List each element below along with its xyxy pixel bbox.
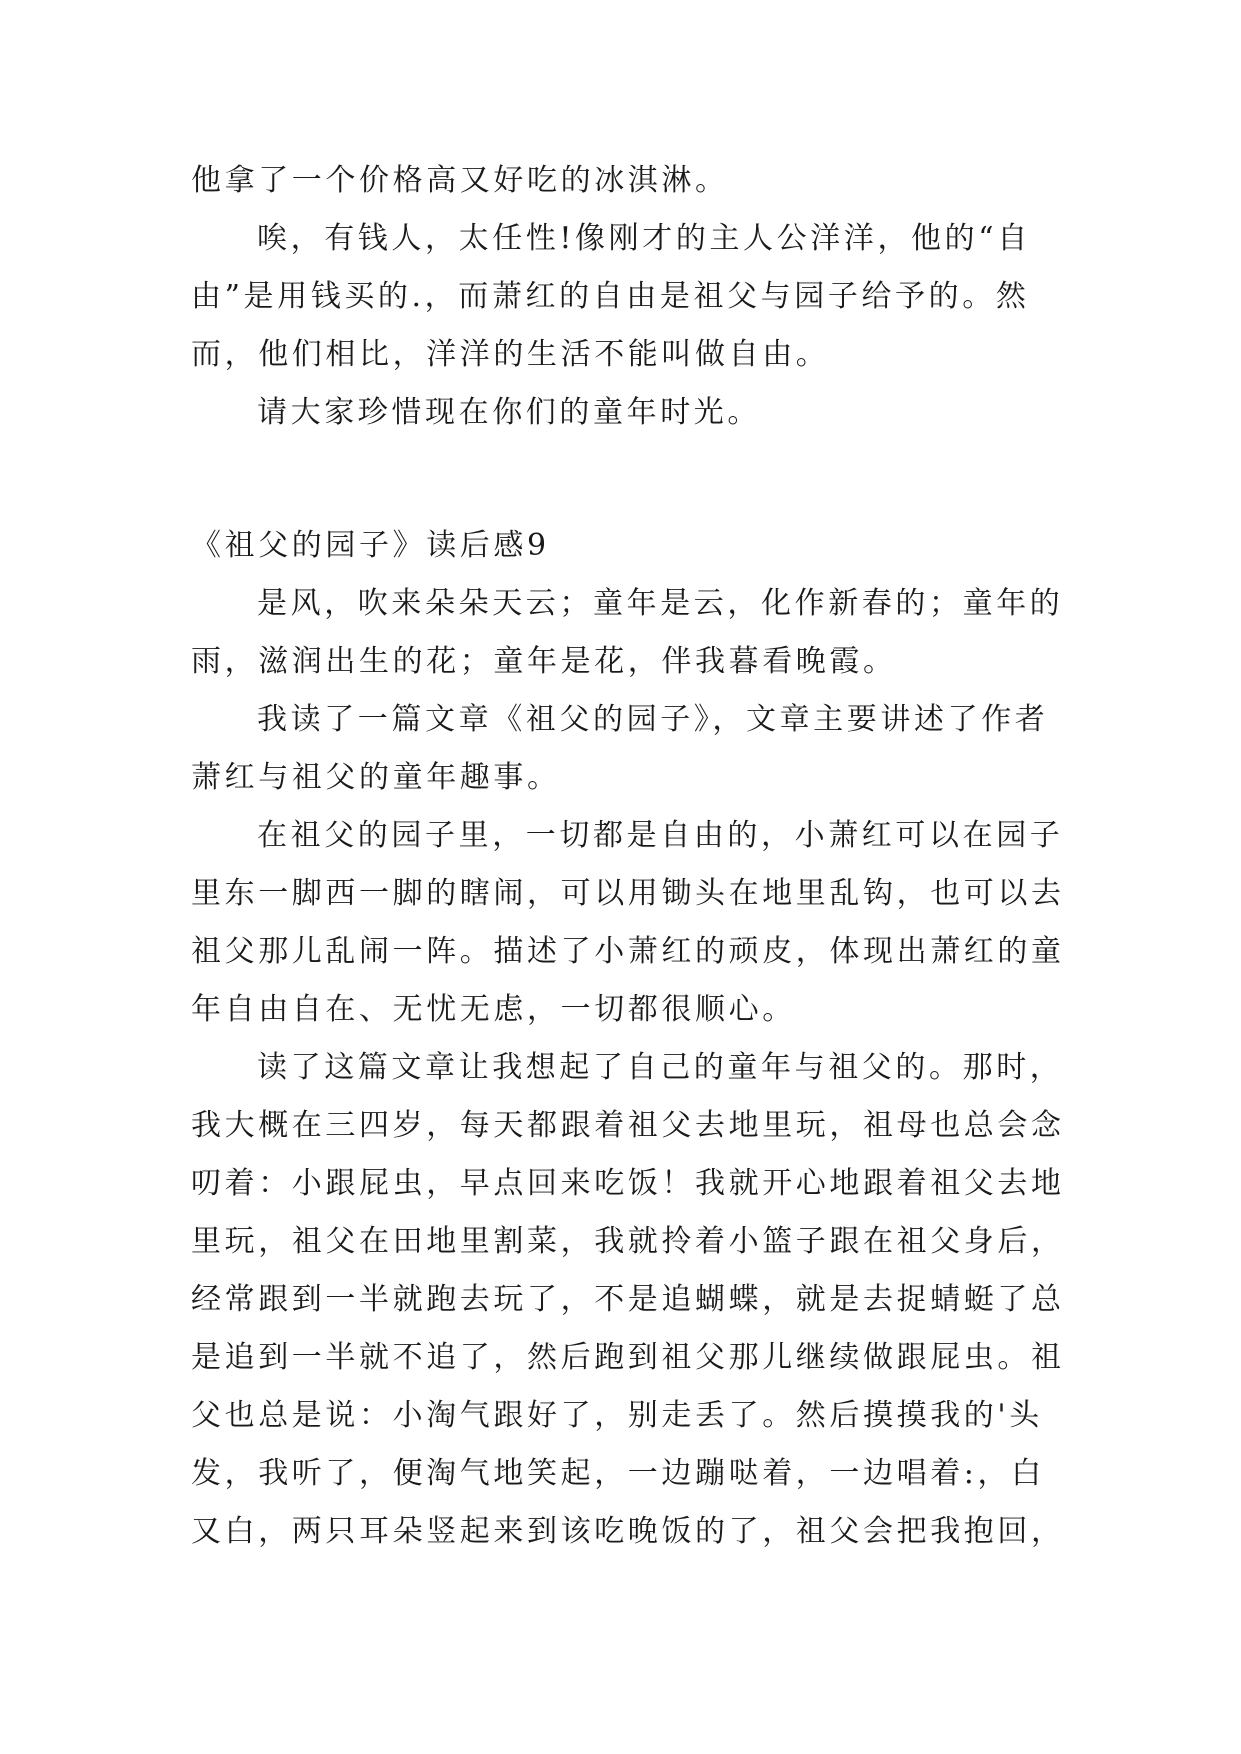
paragraph-line: 我大概在三四岁，每天都跟着祖父去地里玩，祖母也总会念 [191, 1108, 1065, 1143]
paragraph-line: 我读了一篇文章《祖父的园子》，文章主要讲述了作者 [257, 702, 1049, 737]
paragraph-line: 是追到一半就不追了，然后跑到祖父那儿继续做跟屁虫。祖 [191, 1340, 1065, 1375]
paragraph-line: 由”是用钱买的.，而萧红的自由是祖父与园子给予的。然 [191, 279, 1030, 314]
section-title: 《祖父的园子》读后感9 [191, 528, 550, 563]
paragraph-line: 萧红与祖父的童年趣事。 [191, 760, 561, 795]
paragraph-line: 发，我听了，便淘气地笑起，一边蹦哒着，一边唱着:，白 [191, 1456, 1045, 1491]
paragraph-line: 唉，有钱人，太任性!像刚才的主人公洋洋，他的“自 [257, 221, 1031, 256]
paragraph-line: 雨，滋润出生的花；童年是花，伴我暮看晚霞。 [191, 644, 897, 679]
paragraph-line: 又白，两只耳朵竖起来到该吃晚饭的了，祖父会把我抱回， [191, 1514, 1065, 1549]
paragraph-line: 里东一脚西一脚的瞎闹，可以用锄头在地里乱钩，也可以去 [191, 876, 1065, 911]
paragraph-line: 祖父那儿乱闹一阵。描述了小萧红的顽皮，体现出萧红的童 [191, 934, 1065, 969]
paragraph-line: 是风，吹来朵朵天云；童年是云，化作新春的；童年的 [257, 586, 1064, 621]
paragraph-line: 父也总是说：小淘气跟好了，别走丢了。然后摸摸我的'头 [191, 1398, 1043, 1433]
paragraph-line: 叨着：小跟屁虫，早点回来吃饭！我就开心地跟着祖父去地 [191, 1166, 1065, 1201]
paragraph-line: 经常跟到一半就跑去玩了，不是追蝴蝶，就是去捉蜻蜓了总 [191, 1282, 1065, 1317]
paragraph-line: 请大家珍惜现在你们的童年时光。 [257, 395, 761, 430]
paragraph-line: 读了这篇文章让我想起了自己的童年与祖父的。那时， [257, 1050, 1064, 1085]
section-gap [191, 442, 1051, 517]
document-page [191, 152, 1065, 1561]
paragraph-line: 里玩，祖父在田地里割菜，我就拎着小篮子跟在祖父身后， [191, 1224, 1065, 1259]
paragraph-line: 而，他们相比，洋洋的生活不能叫做自由。 [191, 337, 830, 372]
paragraph-line: 在祖父的园子里，一切都是自由的，小萧红可以在园子 [257, 818, 1064, 853]
paragraph-line: 他拿了一个价格高又好吃的冰淇淋。 [191, 163, 729, 198]
paragraph-line: 年自由自在、无忧无虑，一切都很顺心。 [191, 992, 796, 1027]
